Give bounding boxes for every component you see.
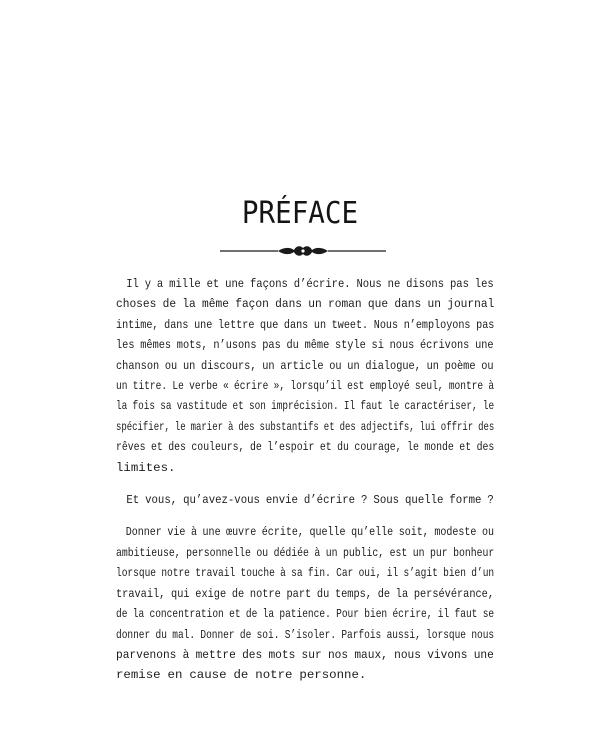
text-line: Il y a mille et une façons d’écrire. Nous ne disons pas les bbox=[126, 277, 494, 291]
text-line: parvenons à mettre des mots sur nos maux, nous vivons une bbox=[116, 647, 494, 662]
text-line: choses de la même façon dans un roman que dans un journal bbox=[116, 297, 495, 312]
paragraph-2 bbox=[116, 490, 494, 510]
text-line: rêves et des couleurs, de l’espoir et du courage, le monde et des bbox=[116, 440, 495, 455]
text-line: un titre. Le verbe « écrire », lorsqu’il est employé seul, montre à bbox=[116, 379, 495, 394]
text-line: intime, dans une lettre que dans un tweet. Nous n’employons pas bbox=[116, 317, 495, 332]
text-line: spécifier, le marier à des substantifs et des adjectifs, lui offrir des bbox=[116, 419, 495, 434]
text-line: ambitieuse, personnelle ou dédiée à un public, est un pur bonheur bbox=[116, 545, 495, 560]
text-line: Et vous, qu’avez-vous envie d’écrire ? Sous quelle forme ? bbox=[126, 493, 494, 508]
paragraph-3 bbox=[116, 522, 494, 685]
text-line: chanson ou un discours, un article ou un dialogue, un poème ou bbox=[116, 358, 494, 373]
text-line: de la concentration et de la patience. Pour bien écrire, il faut se bbox=[116, 607, 495, 622]
text-line: lorsque notre travail touche à sa fin. Car oui, il s’agit bien d’un bbox=[116, 566, 495, 581]
text-line: les mêmes mots, n’usons pas du même style si nous écrivons une bbox=[116, 338, 494, 353]
text-line: la fois sa vastitude et son imprécision. Il faut le caractériser, le bbox=[116, 399, 495, 414]
text-line: donner du mal. Donner de soi. S’isoler. Parfois aussi, lorsque nous bbox=[116, 627, 495, 642]
text-line: travail, qui exige de notre part du temps, de la persévérance, bbox=[116, 586, 494, 601]
page-title: PRÉFACE bbox=[241, 196, 359, 231]
text-line: remise en cause de notre personne. bbox=[116, 668, 367, 683]
preface-body bbox=[116, 274, 494, 686]
paragraph-1 bbox=[116, 274, 494, 478]
text-line: Donner vie à une œuvre écrite, quelle qu’elle soit, modeste ou bbox=[125, 525, 495, 540]
text-line: limites. bbox=[116, 460, 176, 475]
title-divider-ornament bbox=[220, 242, 386, 260]
